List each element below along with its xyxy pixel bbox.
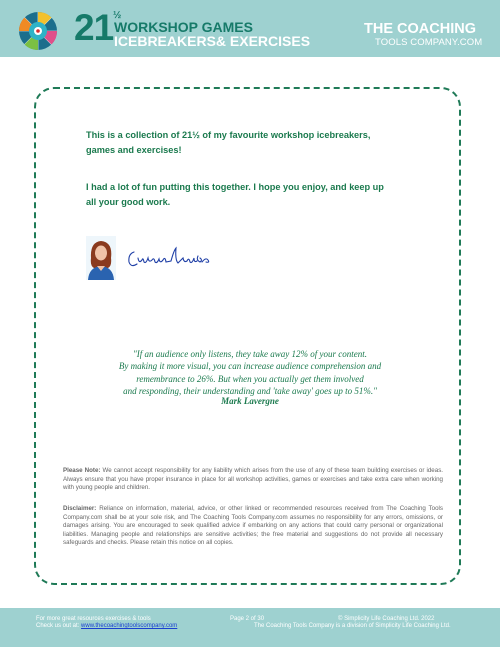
footer-check-us-out bbox=[36, 623, 177, 630]
quote-block bbox=[90, 348, 410, 398]
quote-line: By making it more visual, you can increase audience comprehension and bbox=[118, 361, 382, 372]
brand-line2: TOOLS COMPANY.COM bbox=[375, 37, 483, 48]
quote-line: remembrance to 26%. But when you actually get them involved bbox=[136, 373, 364, 384]
intro-paragraph-2: I had a lot of fun putting this together. I hope you enjoy, and keep up all your good work. bbox=[86, 182, 384, 207]
disclaimer-text: Reliance on information, material, advice, or other linked or recommended resources received from The Coaching Tools Company.com shall be at your sole risk, and The Coaching Tools Company.com assumes no responsibility for any errors, omissions, or damages arising. You are encouraged to seek qualified advice if embarking on any actions that could carry personal or organizational liabilities. Managing people and relationships are sensitive activities; the free material and suggestions do not provide all necessary safeguards and checks. Please retain this notice on all copies. bbox=[63, 505, 443, 547]
dartboard-logo-icon bbox=[18, 11, 58, 51]
header-title-line2: ICEBREAKERS& EXERCISES bbox=[114, 33, 311, 49]
header-title-line1: WORKSHOP GAMES bbox=[114, 19, 253, 35]
handwritten-signature bbox=[126, 244, 212, 274]
disclaimer-label: Disclaimer: bbox=[63, 505, 97, 512]
header-half: ½ bbox=[113, 10, 122, 21]
brand-line1: THE COACHING bbox=[364, 21, 476, 37]
disclaimer bbox=[63, 505, 443, 548]
header-number: 21 bbox=[74, 7, 114, 48]
note-label: Please Note: bbox=[63, 467, 101, 474]
please-note bbox=[63, 467, 443, 493]
quote-line: "If an audience only listens, they take away 12% of your content. bbox=[133, 349, 367, 359]
footer-check-label: Check us out at: bbox=[36, 623, 82, 629]
footer-resources-text: For more great resources exercises & tools bbox=[36, 616, 151, 622]
division-note: The Coaching Tools Company is a division of Simplicity Life Coaching Ltd. bbox=[254, 623, 451, 629]
copyright: © Simplicity Life Coaching Ltd. 2022 bbox=[338, 616, 435, 622]
note-text: We cannot accept responsibility for any liability which arises from the use of any of these team building exercises or ideas. Always ensure that you have proper insurance in place for all workshop activities, games or exercises and take extra care when working with young people and children. bbox=[63, 467, 444, 492]
website-link[interactable]: www.thecoachingtoolscompany.com bbox=[81, 623, 178, 629]
page-number: Page 2 of 30 bbox=[230, 616, 265, 622]
intro-paragraph-1: This is a collection of 21½ of my favourite workshop icebreakers, games and exercises! bbox=[86, 130, 371, 155]
quote-line: and responding, their understanding and 'take away' goes up to 51%." bbox=[123, 386, 377, 397]
author-photo bbox=[86, 236, 116, 280]
quote-author: Mark Lavergne bbox=[221, 396, 279, 406]
